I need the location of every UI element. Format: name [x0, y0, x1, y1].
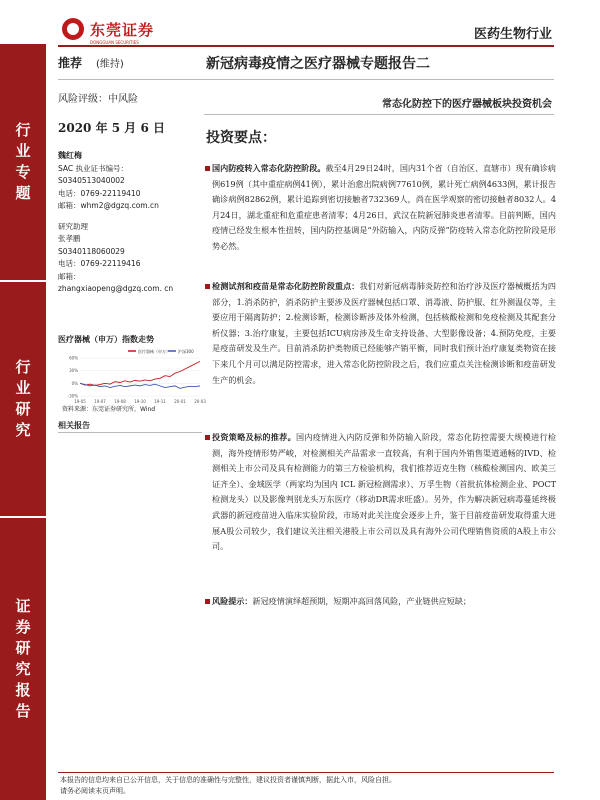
- legend-label: 沪深300: [178, 349, 194, 354]
- paragraph-2-head: 检测试剂和疫苗是常态化防控阶段重点：: [212, 281, 360, 291]
- author2-phone: 电话：0769-22119416: [58, 259, 141, 268]
- author2-email[interactable]: zhangxiaopeng@dgzq.com. cn: [58, 284, 174, 293]
- footer-line-1: 本报告的信息均来自已公开信息，关于信息的准确性与完整性，建议投资者谨慎判断，据此入市，风险自担。: [60, 776, 396, 784]
- header-divider: [58, 45, 554, 47]
- x-tick-label: 20-01: [174, 399, 186, 404]
- x-tick-label: 19-11: [154, 399, 166, 404]
- paragraph-3: [212, 430, 556, 555]
- chart-title: 医疗器械（申万）指数走势: [58, 335, 154, 344]
- paragraph-1-body: 截至4月29日24时，国内31个省（自治区、直辖市）现有确诊病例619例（其中重症病例41例），累计治愈出院病例77610例，累计死亡病例4633例，累计报告确诊病例82862例，累计追踪到密切接触者732369人，尚在医学观察的密切接触者8032人。4月24日，湖北重症和危重症患者清零；4月26日，武汉在院新冠肺炎患者清零。目前判断，国内疫情已经发生根本性扭转，国内防控基调是“外防输入，内防反弹”防疫转入常态化防控阶段是形势必然。: [212, 163, 556, 251]
- risk-rating: 风险评级：中风险: [58, 94, 138, 105]
- bullet-icon: [205, 284, 210, 289]
- paragraph-4: [212, 594, 556, 610]
- footer-divider: [58, 772, 554, 773]
- paragraph-1: [212, 161, 556, 255]
- sidebar-category: 行 业 研 究: [0, 282, 46, 516]
- report-date: 2020 年 5 月 6 日: [58, 121, 165, 135]
- legend-label: 医疗器械（申万）: [138, 349, 170, 354]
- sidebar-doc-type: 证 券 研 究 报 告: [0, 518, 46, 800]
- series-line: [80, 361, 200, 385]
- paragraph-2: [212, 279, 556, 388]
- y-tick-label: -30%: [67, 393, 78, 399]
- author2-role: 研究助理: [58, 221, 88, 231]
- index-trend-chart: [58, 346, 204, 412]
- y-tick-label: 30%: [69, 368, 78, 374]
- company-logo: [62, 18, 155, 45]
- subtitle-divider: [204, 114, 554, 115]
- rating-label: 推荐: [58, 56, 83, 70]
- x-tick-label: 19-05: [74, 399, 86, 404]
- chart-source: 资料来源：东莞证券研究所，Wind: [62, 406, 156, 413]
- industry-label: 医药生物行业: [473, 27, 552, 42]
- paragraph-4-body: 新冠疫情演绎超预期，短期冲高回落风险，产业链供应短缺；: [252, 596, 472, 606]
- investment-title: 投资要点：: [206, 130, 276, 146]
- footer-line-2: 请务必阅读末页声明。: [60, 787, 130, 795]
- paragraph-2-body: 我们对新冠病毒肺炎防控和治疗涉及医疗器械概括为四部分，1.消杀防护，消杀防护主要涉及医疗器械包括口罩、消毒液、防护服、红外测温仪等，主要应用于隔离防护；2.检测诊断，检测诊断涉及体外检测，包括核酸检测和免疫检测及其配套分析仪器；3.治疗康复，主要包括ICU病房涉及生命支持设备、大型影像设备；4.预防免疫，主要是疫苗研发及生产。目前消杀防护类物质已经能够产销平衡，同时我们预计治疗康复类物资在接下来几个月可以满足防控需求，进入常态化防控阶段之后，我们应重点关注检测诊断和疫苗研发生产的机会。: [212, 281, 556, 385]
- paragraph-3-body: 国内疫情进入内防反弹和外防输入阶段，常态化防控需要大规模进行检测，海外疫情形势严峻，对检测相关产品需求一直较高，有利于国内外销售渠道通畅的IVD、检测相关上市公司及具有检测能力的第三方检验机构，我们推荐迈克生物（核酸检测国内、欧美三证齐全）、金域医学（两家均为国内 ICL 新冠检测需求）、万孚生物（首批抗体检测企业、POCT 检测龙头）以及影像判别龙头万东医疗（移动DR需求旺盛）。另外，作为解决新冠病毒蔓延终极武器的新冠疫苗进入临床实验阶段，市场对此关注度会逐步上升，鉴于目前疫苗研发取得重大进展A股公司较少，我们建议关注相关港股上市公司以及具有海外公司代理销售资质的A股上市公司。: [212, 432, 556, 552]
- related-divider: [58, 432, 202, 433]
- series-line: [80, 383, 200, 388]
- related-reports: 相关报告: [58, 421, 90, 430]
- report-title: 新冠病毒疫情之医疗器械专题报告二: [206, 56, 430, 72]
- sidebar-report-type: 行 业 专 题: [0, 44, 46, 280]
- paragraph-4-head: 风险提示：: [212, 596, 253, 606]
- x-tick-label: 19-07: [94, 399, 106, 404]
- paragraph-3-head: 投资策略及标的推荐。: [212, 432, 296, 442]
- author1-cert: S0340513040002: [58, 176, 125, 185]
- rating-sub: (维持): [96, 59, 124, 70]
- x-tick-label: 19-08: [114, 399, 126, 404]
- title-divider: [58, 79, 554, 80]
- report-subtitle: 常态化防控下的医疗器械板块投资机会: [382, 99, 552, 110]
- author1-cert-label: SAC 执业证书编号：: [58, 163, 129, 173]
- logo-subtext: DONGGUAN SECURITIES: [90, 40, 139, 45]
- author1-phone: 电话：0769-22119410: [58, 188, 141, 198]
- author1-name: 魏红梅: [58, 151, 82, 160]
- author2-email-label: 邮箱：: [58, 271, 81, 281]
- author2-cert: S0340118060029: [58, 246, 125, 256]
- x-tick-label: 19-10: [134, 399, 146, 404]
- logo-text: 东莞证券: [90, 20, 155, 39]
- rating: [58, 54, 124, 71]
- y-tick-label: 0%: [71, 380, 78, 386]
- logo-icon: [62, 18, 84, 40]
- author-info: [58, 150, 198, 296]
- bullet-icon: [205, 435, 210, 440]
- footer-disclaimer: [60, 775, 550, 797]
- paragraph-1-head: 国内防疫转入常态化防控阶段。: [212, 163, 326, 173]
- y-tick-label: 60%: [69, 355, 78, 361]
- bullet-icon: [205, 166, 210, 171]
- x-tick-label: 20-03: [194, 399, 206, 404]
- bullet-icon: [205, 599, 210, 604]
- author2-name: 张孝鹏: [58, 234, 81, 243]
- author1-email[interactable]: 邮箱：whm2@dgzq.com.cn: [58, 201, 159, 210]
